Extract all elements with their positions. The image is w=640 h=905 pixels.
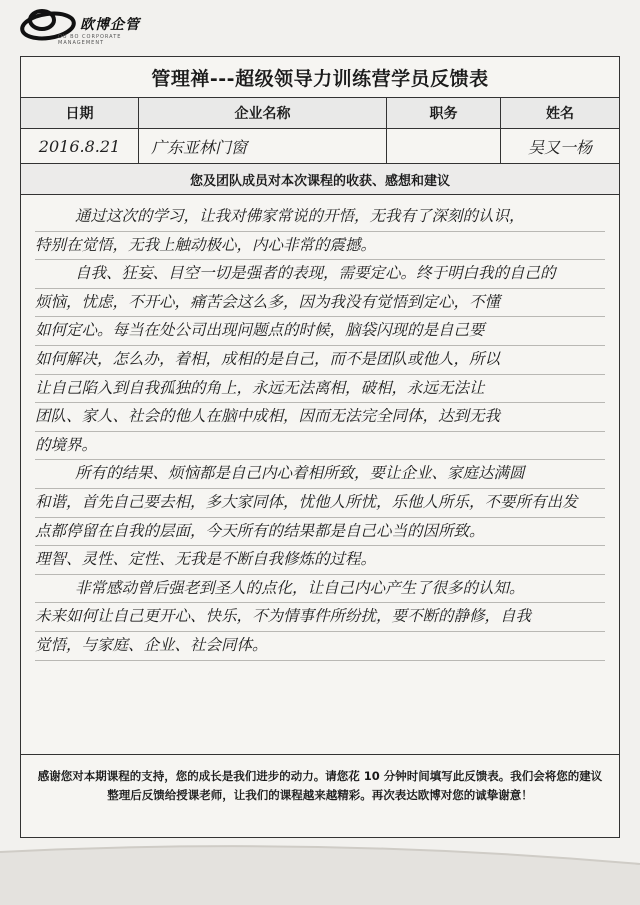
position-header: 职务 — [387, 98, 501, 128]
handwritten-line: 特别在觉悟，无我上触动极心，内心非常的震撼。 — [35, 232, 605, 261]
logo-subtitle: OU BO CORPORATE MANAGEMENT — [58, 34, 122, 46]
handwritten-line: 点都停留在自我的层面，今天所有的结果都是自己心当的因所致。 — [35, 518, 605, 547]
company-header: 企业名称 — [139, 98, 387, 128]
handwritten-line: 所有的结果、烦恼都是自己内心着相所致，要让企业、家庭达满圆 — [35, 460, 605, 489]
handwritten-line: 通过这次的学习，让我对佛家常说的开悟，无我有了深刻的认识， — [35, 203, 605, 232]
section-heading: 您及团队成员对本次课程的收获、感想和建议 — [21, 164, 619, 195]
company-value: 广东亚林门窗 — [139, 129, 387, 163]
handwritten-line: 的境界。 — [35, 432, 605, 461]
date-value: 2016.8.21 — [21, 129, 139, 163]
value-row — [21, 129, 619, 164]
form-title: 管理禅---超级领导力训练营学员反馈表 — [21, 57, 619, 98]
handwritten-line: 理智、灵性、定性、无我是不断自我修炼的过程。 — [35, 546, 605, 575]
name-header: 姓名 — [546, 106, 574, 122]
handwritten-feedback — [21, 195, 619, 755]
feedback-form — [20, 56, 620, 838]
handwritten-line: 如何定心。每当在处公司出现问题点的时候，脑袋闪现的是自己要 — [35, 317, 605, 346]
header-row — [21, 98, 619, 129]
handwritten-line: 让自己陷入到自我孤独的角上，永远无法离相，破相，永远无法让 — [35, 375, 605, 404]
logo-text: 欧博企管 — [80, 17, 140, 33]
handwritten-line: 非常感动曾后强老到圣人的点化，让自己内心产生了很多的认知。 — [35, 575, 605, 604]
handwritten-line: 团队、家人、社会的他人在脑中成相，因而无法完全同体，达到无我 — [35, 403, 605, 432]
thank-you-note: 感谢您对本期课程的支持，您的成长是我们进步的动力。请您花 10 分钟时间填写此反馈表。我们会将您的建议整理后反馈给授课老师，让我们的课程越来越精彩。再次表达欧博对您的诚挚谢意！ — [37, 769, 603, 802]
page-curl-shadow — [0, 842, 640, 905]
handwritten-line: 觉悟，与家庭、企业、社会同体。 — [35, 632, 605, 661]
name-value: 吴又一杨 — [527, 137, 592, 157]
handwritten-line: 自我、狂妄、目空一切是强者的表现，需要定心。终于明白我的自己的 — [35, 260, 605, 289]
position-value — [387, 129, 501, 163]
handwritten-line: 烦恼，忧虑，不开心，痛苦会这么多，因为我没有觉悟到定心，不懂 — [35, 289, 605, 318]
handwritten-line: 和谐，首先自己要去相，多大家同体，忧他人所忧，乐他人所乐，不要所有出发 — [35, 489, 605, 518]
company-logo — [18, 4, 148, 46]
handwritten-line: 如何解决，怎么办，着相，成相的是自己，而不是团队或他人，所以 — [35, 346, 605, 375]
handwritten-line: 未来如何让自己更开心、快乐，不为情事件所纷扰，要不断的静修，自我 — [35, 603, 605, 632]
date-header: 日期 — [21, 98, 139, 128]
